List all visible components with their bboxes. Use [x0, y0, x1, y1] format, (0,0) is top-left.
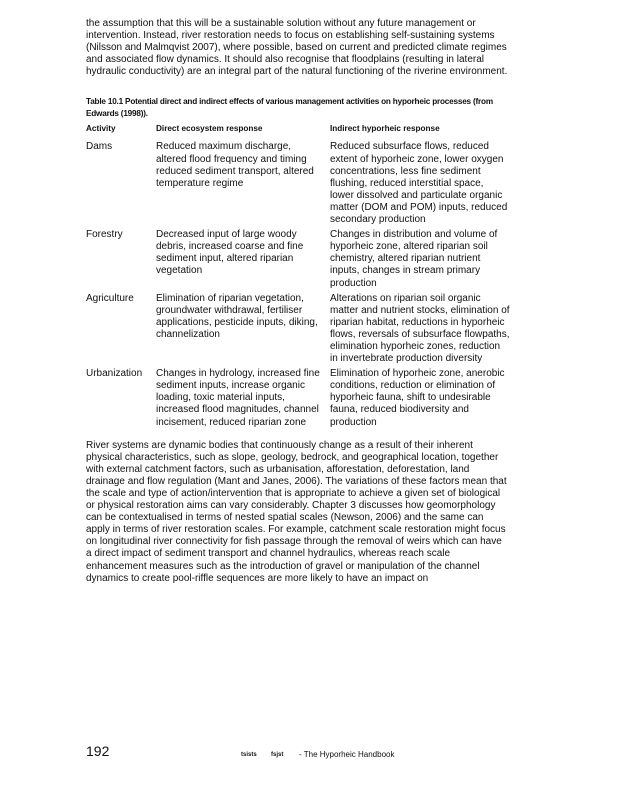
table-header-direct: Direct ecosystem response	[156, 124, 263, 134]
row-direct-response: Changes in hydrology, increased fine sediment inputs, increase organic loading, toxic material inputs, increased flood magnitudes, channel incisement, reduced riparian zone	[156, 368, 320, 428]
row-activity: Urbanization	[86, 368, 143, 380]
page-content	[86, 18, 510, 585]
table-row	[86, 141, 510, 229]
table-header-indirect: Indirect hyporheic response	[330, 124, 440, 134]
effects-table	[86, 141, 510, 431]
row-indirect-response: Elimination of hyporheic zone, anerobic conditions, reduction or elimination of hyporheic fauna, shift to undesirable fauna, reduced biodiversity and production	[330, 368, 505, 428]
page-footer	[86, 745, 510, 761]
body-paragraph: River systems are dynamic bodies that continuously change as a result of their inherent physical characteristics, such as slope, geology, bedrock, and geographical location, together with external catchment factors, such as urbanisation, afforestation, deforestation, land drainage and flow regulation (Mant and Janes, 2006). The variations of these factors mean that the scale and type of action/intervention that is appropriate to achieve a given set of biological or physical restoration aims can vary considerably. Chapter 3 discusses how geomorphology can be contextualised in terms of nested spatial scales (Newson, 2006) and the same can apply in terms of river restoration scales. For example, catchment scale restoration might focus on longitudinal river connectivity for fish passage through the removal of weirs which can have a direct impact of sediment transport and channel hydraulics, whereas reach scale enhancement measures such as the introduction of gravel or manipulation of the channel dynamics to create pool-riffle sequences are more likely to have an impact on	[86, 439, 507, 584]
intro-paragraph: the assumption that this will be a sustainable solution without any future management or intervention. Instead, river restoration needs to focus on establishing self-sustaining systems (Nilsson and Malmqvist 2007), where possible, based on current and predicted climate regimes and associated flow dynamics. It should also recognise that floodplains (resulting in lateral hydraulic conductivity) are an integral part of the natural functioning of the riverine environment.	[86, 18, 508, 78]
table-row	[86, 293, 510, 369]
table-header-row	[86, 123, 510, 135]
table-row	[86, 229, 510, 292]
row-activity: Dams	[86, 141, 113, 153]
row-direct-response: Decreased input of large woody debris, increased coarse and fine sediment input, altered riparian vegetation	[156, 229, 304, 277]
row-indirect-response: Alterations on riparian soil organic matter and nutrient stocks, elimination of riparian habitat, reductions in hyporheic flows, reversals of subsurface flowpaths, elimination hyporheic zones, reduction in invertebrate production diversity	[330, 292, 510, 365]
row-activity: Agriculture	[86, 292, 134, 304]
footer-book-title: - The Hyporheic Handbook	[299, 750, 395, 759]
row-direct-response: Elimination of riparian vegetation, groundwater withdrawal, fertiliser applications, pesticide inputs, diking, channelization	[156, 292, 318, 340]
table-row	[86, 368, 510, 431]
table-header-activity: Activity	[86, 124, 116, 134]
footer-fragment-2: fsjst	[271, 752, 284, 758]
row-activity: Forestry	[86, 229, 123, 241]
row-indirect-response: Changes in distribution and volume of hyporheic zone, altered riparian soil chemistry, altered riparian nutrient inputs, changes in stream primary production	[330, 229, 498, 289]
footer-fragment-1: tsists	[241, 752, 257, 758]
page-number: 192	[86, 743, 110, 759]
row-direct-response: Reduced maximum discharge, altered flood frequency and timing reduced sediment transport, altered temperature regime	[156, 141, 314, 189]
table-caption: Table 10.1 Potential direct and indirect effects of various management activities on hyporheic processes (from Edwards (1998)).	[86, 97, 493, 119]
row-indirect-response: Reduced subsurface flows, reduced extent of hyporheic zone, lower oxygen concentrations, less fine sediment flushing, reduced interstitial space, lower dissolved and particulate organic matter (DOM and POM) inputs, reduced secondary production	[330, 141, 508, 226]
